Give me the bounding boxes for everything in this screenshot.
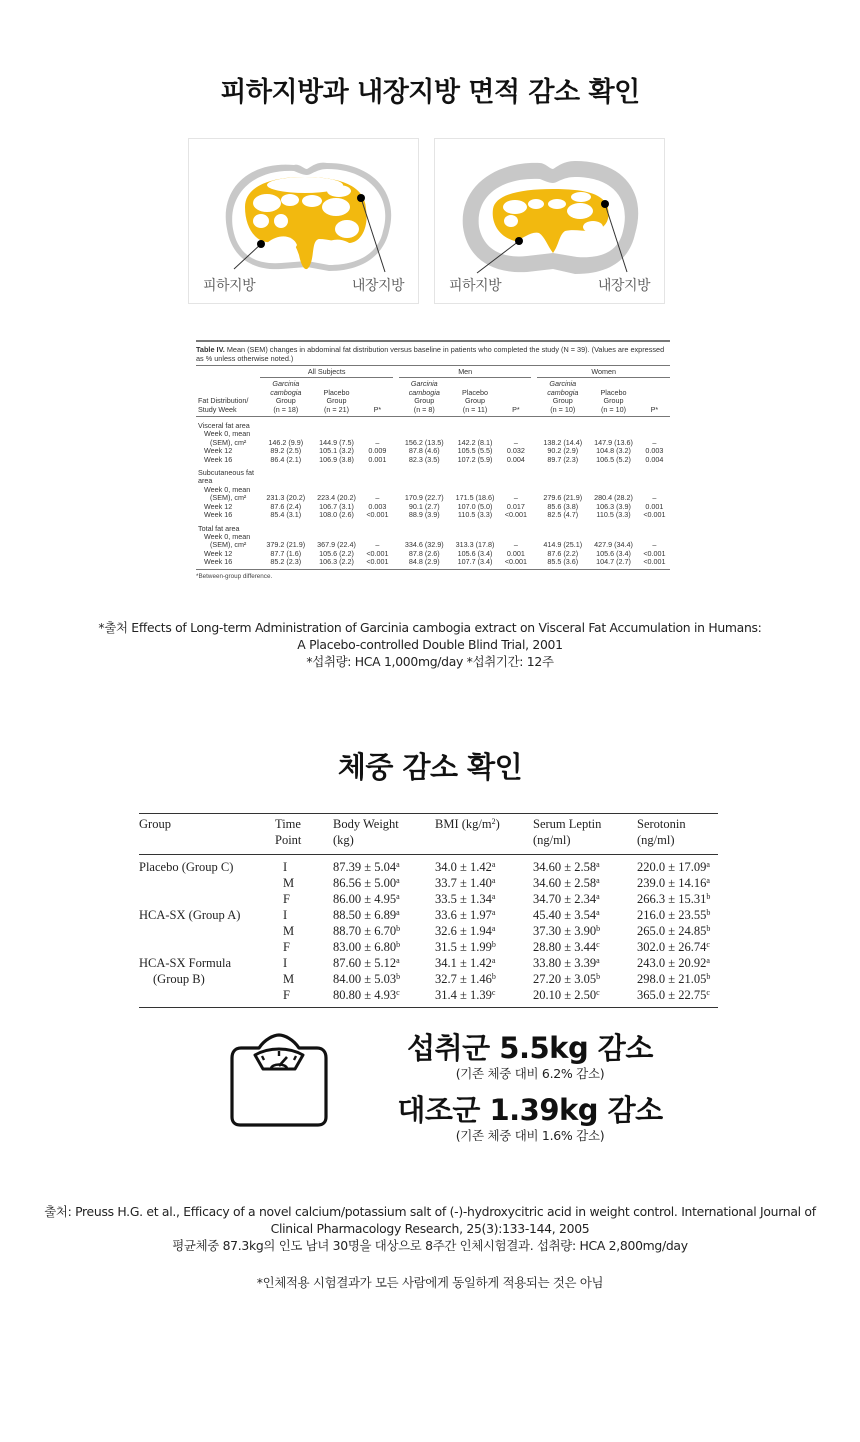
table-cell: 379.2 (21.9) (266, 540, 306, 550)
table-cell: 0.003 (368, 501, 387, 511)
group-label: Placebo (Group C) (139, 860, 234, 874)
table-cell: 85.4 (3.1) (270, 510, 302, 520)
table-cell: 110.5 (3.3) (596, 510, 631, 520)
time-point: M (283, 876, 295, 890)
table-cell: 34.60 ± 2.58$^a$ (533, 876, 600, 890)
col-header-group: Group (139, 814, 275, 855)
section-label: Subcutaneous fat (198, 468, 254, 478)
table-cell: 87.6 (2.4) (270, 501, 302, 511)
section-label: area (198, 476, 213, 486)
row-label: Week 12 (204, 548, 233, 558)
row-header: Fat Distribution/ Study Week (196, 378, 260, 417)
group-label (139, 891, 275, 907)
table-cell: 108.0 (2.6) (319, 510, 354, 520)
group-label: (Group B) (153, 972, 205, 986)
group-label: HCA-SX (Group A) (139, 908, 241, 922)
table-cell: 298.0 ± 21.05$^b$ (637, 972, 711, 986)
table-cell: <0.001 (500, 558, 531, 569)
group-label (139, 875, 275, 891)
table-cell: 82.5 (4.7) (547, 510, 579, 520)
abdomen-diagram-after (434, 138, 665, 304)
col-header-body-weight: Body Weight (kg) (333, 814, 435, 855)
group-header-men: Men (399, 366, 531, 378)
table-cell: 105.6 (3.4) (457, 548, 493, 558)
table-cell: 365.0 ± 22.75$^c$ (637, 987, 718, 1008)
table-cell: 88.70 ± 6.70$^b$ (333, 924, 401, 938)
citation-2: 출처: Preuss H.G. et al., Efficacy of a novel calcium/potassium salt of (-)-hydroxycitric acid in weight control. International Journal of Clinical Pharmacology Research, 25(3):133-144, 2005 평균체중 87.3kg의 인도 남녀 30명을 대상으로 8주간 인체시험결과. 섭취량: HCA 2,800mg/day (44, 1204, 816, 1253)
col-header-placebo: Placebo Group (n = 21) (311, 378, 362, 417)
abdomen-diagram-before (188, 138, 419, 304)
weight-loss-table (139, 813, 718, 1008)
table-cell: 106.9 (3.8) (319, 454, 354, 464)
table-cell: 34.1 ± 1.42$^a$ (435, 956, 496, 970)
disclaimer: *인체적용 시험결과가 모든 사람에게 동일하게 적용되는 것은 아님 (256, 1275, 604, 1290)
col-header-placebo: Placebo Group (n = 11) (450, 378, 501, 417)
table-cell: 83.00 ± 6.80$^b$ (333, 940, 401, 954)
table-cell: 104.7 (2.7) (588, 558, 639, 569)
col-header-gc: Garcinia cambogia Group (n = 10) (537, 378, 588, 417)
table-cell: 144.9 (7.5) (319, 437, 354, 447)
result-headline: 섭취군 5.5kg 감소 (407, 1031, 653, 1065)
time-point: F (275, 987, 333, 1008)
row-label: Week 16 (204, 454, 233, 464)
table-cell: 105.6 (3.4) (596, 548, 631, 558)
table-cell: 28.80 ± 3.44$^c$ (533, 940, 600, 954)
table-cell: <0.001 (362, 558, 393, 569)
col-header-gc: Garcinia cambogia Group (n = 18) (260, 378, 311, 417)
table-cell: 33.80 ± 3.39$^a$ (533, 956, 600, 970)
col-header-placebo: Placebo Group (n = 10) (588, 378, 639, 417)
section-label: Visceral fat area (198, 421, 250, 431)
table-cell: 31.4 ± 1.39$^c$ (435, 987, 533, 1008)
result-treatment-group (395, 1031, 665, 1082)
result-detail: (기존 체중 대비 1.6% 감소) (455, 1128, 605, 1143)
table-cell: 0.017 (506, 501, 525, 511)
table-cell: 156.2 (13.5) (404, 437, 444, 447)
table-cell: 280.4 (28.2) (594, 493, 633, 503)
table-cell: 85.2 (2.3) (260, 558, 311, 569)
table-cell: 90.1 (2.7) (408, 501, 440, 511)
result-headline: 대조군 1.39kg 감소 (397, 1093, 663, 1127)
table-cell: 33.5 ± 1.34$^a$ (435, 892, 496, 906)
table-cell: 86.4 (2.1) (270, 454, 302, 464)
row-label: (SEM), cm² (210, 493, 247, 503)
table-cell: 85.5 (3.6) (537, 558, 588, 569)
time-point: M (283, 972, 295, 986)
section-title-fat-area: 피하지방과 내장지방 면적 감소 확인 (220, 77, 640, 108)
col-header-time: Time Point (275, 814, 333, 855)
table-cell: 106.5 (5.2) (596, 454, 631, 464)
table-cell: – (513, 437, 518, 447)
table-cell: 110.5 (3.3) (457, 510, 493, 520)
table-cell: 0.004 (506, 454, 525, 464)
col-header-p: P* (362, 378, 393, 417)
col-header-leptin: Serum Leptin (ng/ml) (533, 814, 637, 855)
group-label (139, 987, 275, 1008)
table-cell: – (652, 437, 657, 447)
row-label: (SEM), cm² (210, 540, 247, 550)
table-cell: 414.9 (25.1) (543, 540, 583, 550)
result-detail: (기존 체중 대비 6.2% 감소) (455, 1066, 605, 1081)
row-label: Week 0, mean (204, 484, 251, 494)
table-cell: 86.56 ± 5.00$^a$ (333, 876, 400, 890)
label-subcutaneous-fat: 피하지방 (203, 278, 256, 294)
table-cell: 20.10 ± 2.50$^c$ (533, 987, 637, 1008)
table-cell: 105.6 (2.2) (319, 548, 354, 558)
table-cell: 33.6 ± 1.97$^a$ (435, 908, 496, 922)
table-cell: 37.30 ± 3.90$^b$ (533, 924, 601, 938)
table-footnote: *Between-group difference. (196, 572, 273, 580)
label-subcutaneous-fat: 피하지방 (449, 278, 502, 294)
row-label: (SEM), cm² (210, 437, 247, 447)
table-cell: 34.60 ± 2.58$^a$ (533, 860, 600, 874)
table-cell: 87.39 ± 5.04$^a$ (333, 860, 400, 874)
table-cell: 87.8 (2.6) (408, 548, 440, 558)
table-cell: 104.8 (3.2) (596, 446, 631, 456)
table-cell: 313.3 (17.8) (455, 540, 495, 550)
section-title-weight-loss: 체중 감소 확인 (337, 750, 523, 784)
row-label: Week 0, mean (204, 531, 251, 541)
table-cell: <0.001 (643, 548, 666, 558)
table-cell: 105.1 (3.2) (319, 446, 354, 456)
table-cell: 223.4 (20.2) (317, 493, 356, 503)
col-header-serotonin: Serotonin (ng/ml) (637, 814, 718, 855)
table-cell: 87.60 ± 5.12$^a$ (333, 956, 400, 970)
table-cell: 107.2 (5.9) (457, 454, 493, 464)
table-cell: 138.2 (14.4) (543, 437, 583, 447)
table-cell: 279.6 (21.9) (543, 493, 583, 503)
table-cell: 85.6 (3.8) (547, 501, 579, 511)
col-header-p: P* (639, 378, 670, 417)
table-cell: 334.6 (32.9) (404, 540, 444, 550)
table-cell: – (652, 540, 657, 550)
table-cell: 106.7 (3.1) (319, 501, 354, 511)
table-cell: <0.001 (504, 510, 527, 520)
table-cell: 87.8 (4.6) (408, 446, 440, 456)
group-label: HCA-SX Formula (139, 956, 232, 970)
table-cell: 33.7 ± 1.40$^a$ (435, 876, 496, 890)
table-cell: 107.7 (3.4) (450, 558, 501, 569)
row-label: Week 0, mean (204, 429, 251, 439)
table-cell: 0.032 (506, 446, 525, 456)
table-cell: 84.8 (2.9) (399, 558, 450, 569)
table-cell: 231.3 (20.2) (266, 493, 306, 503)
table-cell: 0.003 (645, 446, 664, 456)
time-point: I (283, 956, 288, 970)
table-cell: – (513, 493, 518, 503)
time-point: I (283, 860, 288, 874)
table-cell: 105.5 (5.5) (457, 446, 493, 456)
row-label: Week 12 (204, 446, 233, 456)
table-cell: 88.50 ± 6.89$^a$ (333, 908, 400, 922)
table-cell: 265.0 ± 24.85$^b$ (637, 924, 711, 938)
table-caption: Table IV. Mean (SEM) changes in abdominal fat distribution versus baseline in patients who completed the study (N = 39). (Values are expressed as % unless otherwise noted.) (196, 340, 670, 363)
table-cell: 89.7 (2.3) (547, 454, 579, 464)
table-cell: 86.00 ± 4.95$^a$ (333, 892, 400, 906)
table-cell: <0.001 (643, 510, 666, 520)
table-cell: – (652, 493, 657, 503)
table-cell: 84.00 ± 5.03$^b$ (333, 972, 401, 986)
table-cell: 243.0 ± 20.92$^a$ (637, 956, 710, 970)
table-cell: 147.9 (13.6) (594, 437, 633, 447)
table-cell: 302.0 ± 26.74$^c$ (637, 940, 710, 954)
table-cell: 266.3 ± 15.31$^b$ (637, 892, 711, 906)
group-header-women: Women (537, 366, 670, 378)
table-cell: 0.001 (645, 501, 664, 511)
table-cell: 367.9 (22.4) (317, 540, 356, 550)
table-cell: 34.0 ± 1.42$^a$ (435, 860, 496, 874)
row-label: Week 16 (196, 558, 260, 569)
time-point: M (283, 924, 295, 938)
group-header-all: All Subjects (260, 366, 392, 378)
table-body (196, 417, 670, 570)
col-header-p: P* (500, 378, 531, 417)
label-visceral-fat: 내장지방 (351, 278, 404, 294)
table-cell: 27.20 ± 3.05$^b$ (533, 972, 601, 986)
table-cell: 146.2 (9.9) (268, 437, 304, 447)
table-cell: 0.001 (368, 454, 387, 464)
table-cell: 89.2 (2.5) (270, 446, 302, 456)
table-cell: – (375, 540, 380, 550)
table-cell: 142.2 (8.1) (457, 437, 493, 447)
table-cell: 80.80 ± 4.93$^c$ (333, 987, 435, 1008)
group-label (139, 939, 275, 955)
table-cell: 0.001 (506, 548, 525, 558)
label-visceral-fat: 내장지방 (597, 278, 650, 294)
row-label: Week 16 (204, 510, 233, 520)
table-cell: 0.009 (368, 446, 387, 456)
table-cell: 45.40 ± 3.54$^a$ (533, 908, 600, 922)
table-cell: – (375, 493, 380, 503)
table-cell: 32.7 ± 1.46$^b$ (435, 972, 496, 986)
time-point: I (283, 908, 288, 922)
table-cell: 106.3 (3.9) (596, 501, 631, 511)
table-cell: 87.7 (1.6) (270, 548, 302, 558)
table-cell: <0.001 (639, 558, 670, 569)
table-cell: – (513, 540, 518, 550)
table-cell: 216.0 ± 23.55$^b$ (637, 908, 711, 922)
time-point: F (283, 940, 290, 954)
scale-icon (229, 1031, 329, 1128)
table-cell: 107.0 (5.0) (457, 501, 493, 511)
result-control-group (395, 1093, 665, 1144)
table-cell: – (375, 437, 380, 447)
section-label: Total fat area (198, 523, 240, 533)
table-cell: 220.0 ± 17.09$^a$ (637, 860, 710, 874)
time-point: F (283, 892, 290, 906)
col-header-bmi: BMI $(kg/m^2)$ (435, 814, 533, 855)
citation-1: *출처 Effects of Long-term Administration of Garcinia cambogia extract on Visceral Fat Accumulation in Humans: A Placebo-controlled Double Blind Trial, 2001 *섭취량: HCA 1,000mg/day *섭취기간: 12주 (98, 620, 762, 669)
table-cell: 170.9 (22.7) (404, 493, 444, 503)
table-cell: 82.3 (3.5) (408, 454, 440, 464)
table-cell: 106.3 (2.2) (311, 558, 362, 569)
table-cell: <0.001 (366, 548, 389, 558)
table-cell: 0.004 (645, 454, 664, 464)
table-cell: 88.9 (3.9) (408, 510, 440, 520)
table-cell: 239.0 ± 14.16$^a$ (637, 876, 710, 890)
table-cell: 171.5 (18.6) (455, 493, 495, 503)
table-cell: 90.2 (2.9) (547, 446, 579, 456)
table-body (139, 855, 718, 1008)
col-header-gc: Garcinia cambogia Group (n = 8) (399, 378, 450, 417)
table-cell: <0.001 (366, 510, 389, 520)
table-cell: 427.9 (34.4) (594, 540, 633, 550)
table-cell: 32.6 ± 1.94$^a$ (435, 924, 496, 938)
table-cell: 87.6 (2.2) (547, 548, 579, 558)
table-cell: 34.70 ± 2.34$^a$ (533, 892, 600, 906)
row-label: Week 12 (204, 501, 233, 511)
group-label (139, 923, 275, 939)
table-cell: 31.5 ± 1.99$^b$ (435, 940, 496, 954)
fat-distribution-table (196, 340, 670, 580)
